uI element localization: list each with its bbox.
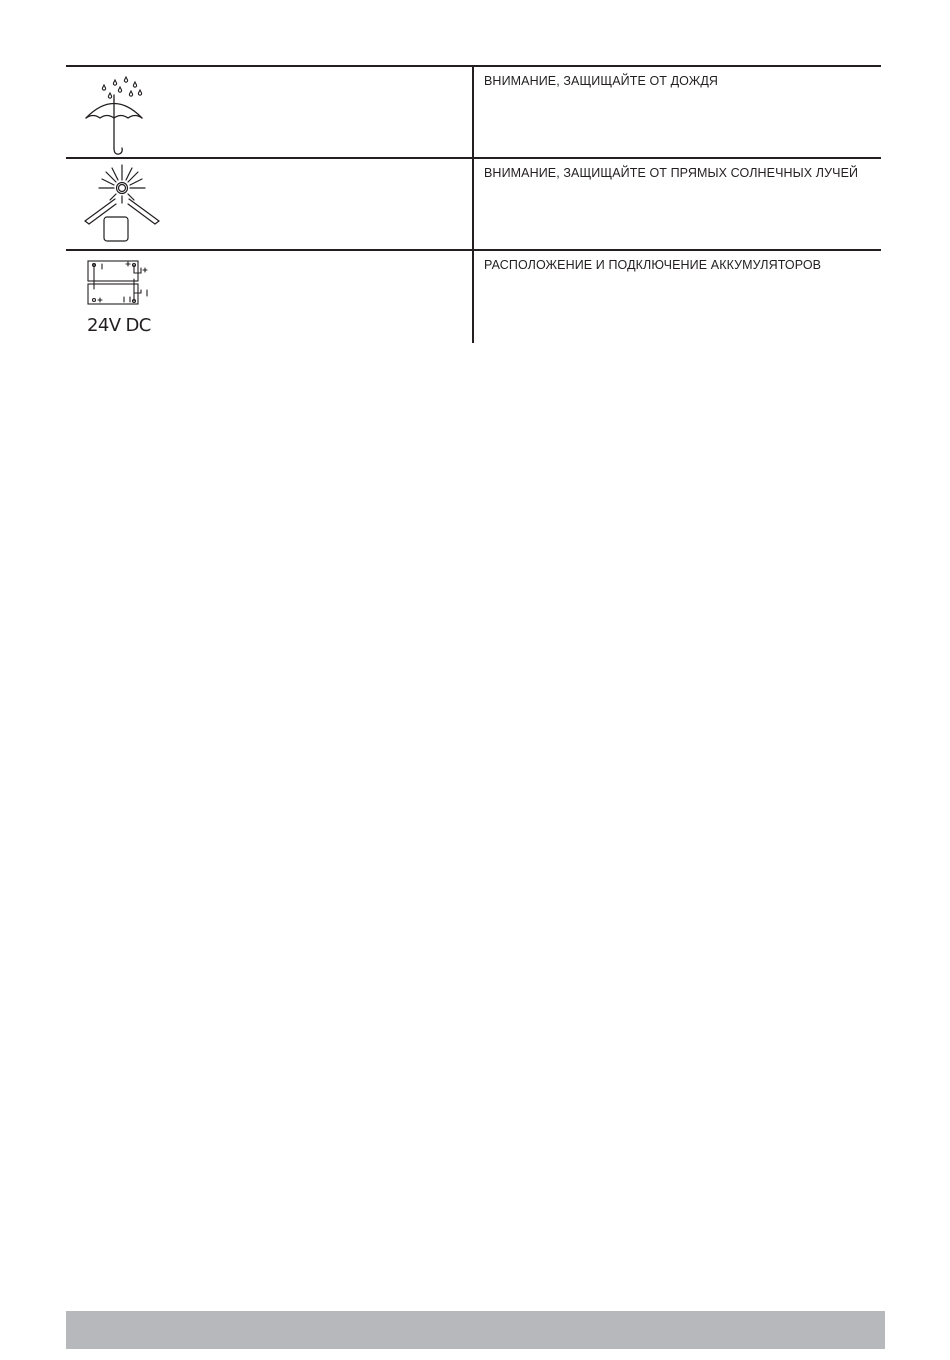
symbols-table [66, 65, 881, 343]
warning-text: ВНИМАНИЕ, ЗАЩИЩАЙТЕ ОТ ПРЯМЫХ СОЛНЕЧНЫХ ЛУЧЕЙ [484, 166, 859, 180]
icon-cell [66, 159, 474, 249]
umbrella-rain-icon [82, 71, 152, 155]
sun-shade-icon [82, 163, 162, 247]
warning-text: ВНИМАНИЕ, ЗАЩИЩАЙТЕ ОТ ДОЖДЯ [484, 74, 719, 88]
icon-cell [66, 67, 474, 157]
footer-bar [66, 1311, 885, 1349]
icon-cell [66, 251, 474, 343]
warning-text: РАСПОЛОЖЕНИЕ И ПОДКЛЮЧЕНИЕ АККУМУЛЯТОРОВ [484, 258, 822, 272]
voltage-label: 24V DC [87, 315, 151, 336]
table-row [66, 159, 881, 251]
table-row [66, 67, 881, 159]
table-row [66, 251, 881, 343]
battery-connection-icon [86, 259, 158, 311]
